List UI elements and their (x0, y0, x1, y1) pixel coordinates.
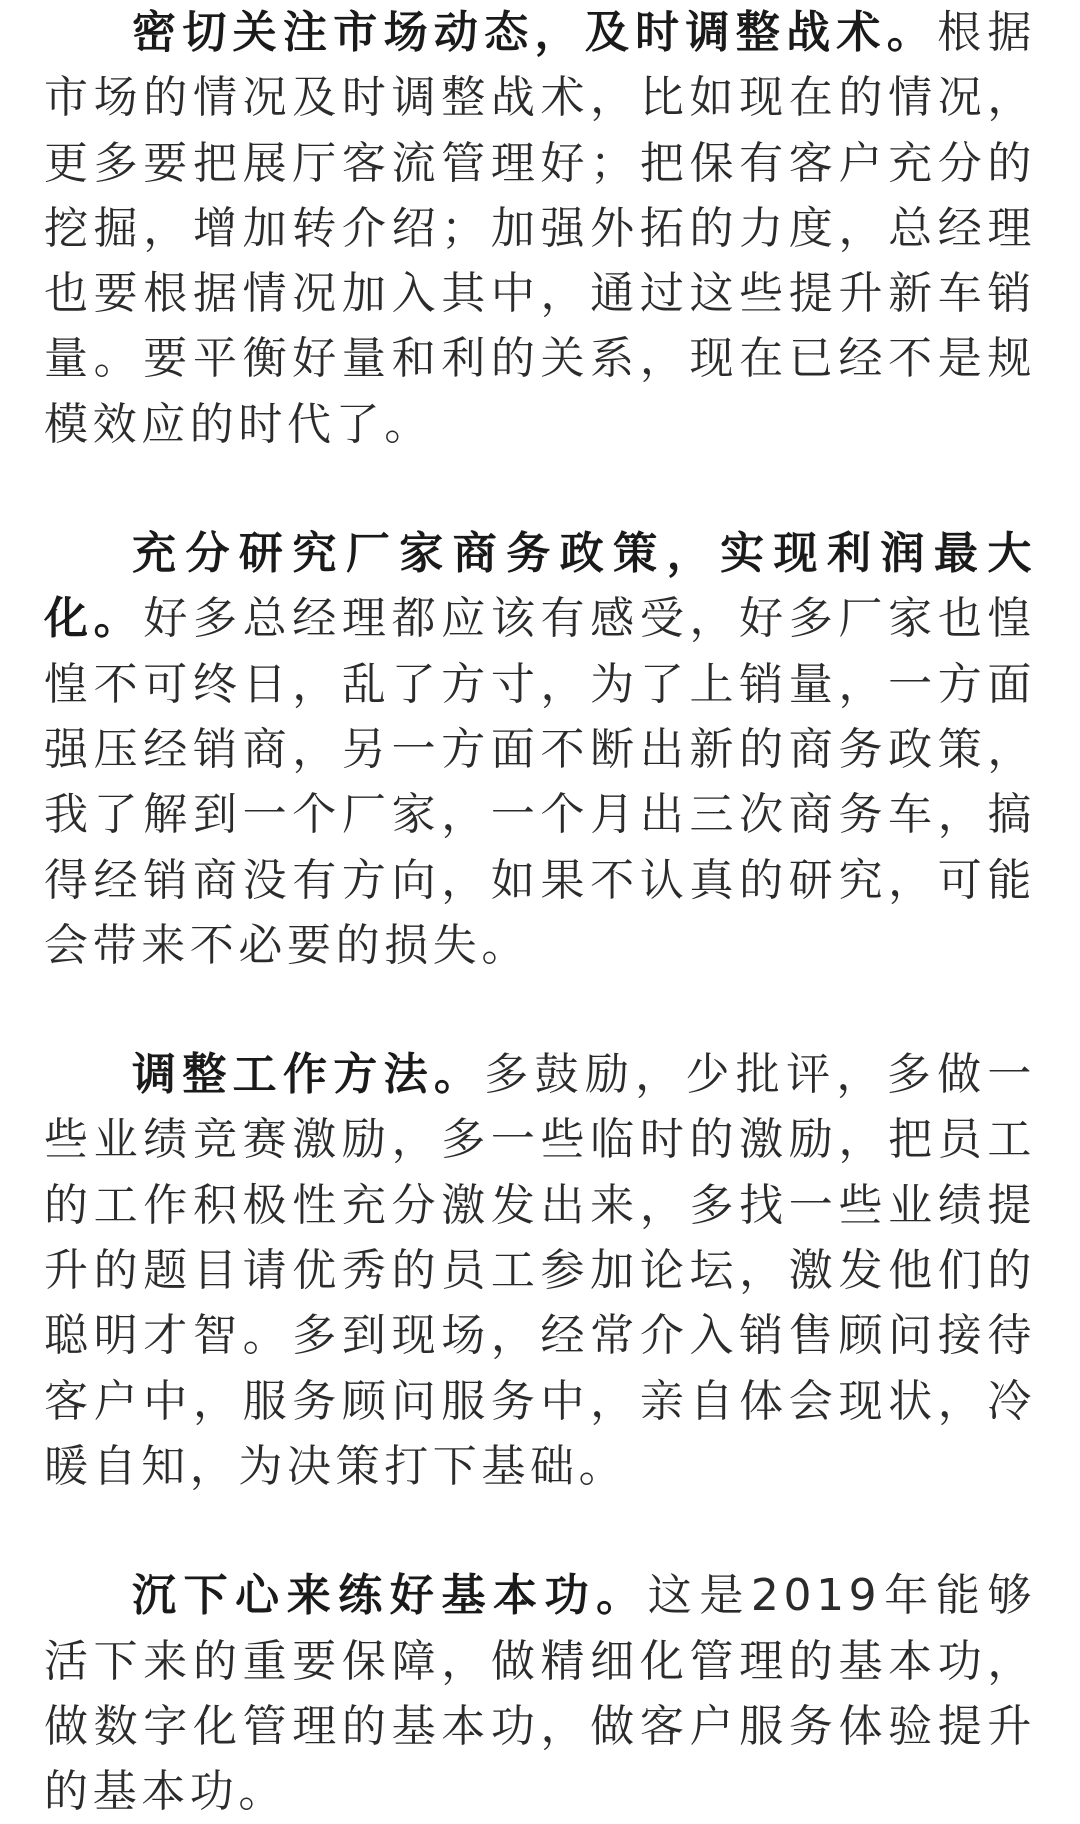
paragraph-work-methods (44, 1042, 1036, 1499)
paragraph-lead: 充分研究厂家商务政策，实现利润最大化。 (44, 528, 1036, 645)
paragraph-text: 多鼓励，少批评，多做一些业绩竞赛激励，多一些临时的激励，把员工的工作积极性充分激发出来，多找一些业绩提升的题目请优秀的员工参加论坛，激发他们的聪明才智。多到现场，经常介入销售顾问接待客户中，服务顾问服务中，亲自体会现状，冷暖自知，为决策打下基础。 (44, 1049, 1036, 1492)
paragraph-text: 好多总经理都应该有感受，好多厂家也惶惶不可终日，乱了方寸，为了上销量，一方面强压经销商，另一方面不断出新的商务政策，我了解到一个厂家，一个月出三次商务车，搞得经销商没有方向，如果不认真的研究，可能会带来不必要的损失。 (44, 593, 1036, 971)
article-body (44, 0, 1036, 1824)
paragraph-lead: 沉下心来练好基本功。 (132, 1570, 648, 1622)
paragraph-manufacturer-policy (44, 521, 1036, 978)
paragraph-text: 根据市场的情况及时调整战术，比如现在的情况，更多要把展厅客流管理好；把保有客户充分的挖掘，增加转介绍；加强外拓的力度，总经理也要根据情况加入其中，通过这些提升新车销量。要平衡好量和利的关系，现在已经不是规模效应的时代了。 (44, 7, 1036, 450)
paragraph-text: 这是2019年能够活下来的重要保障，做精细化管理的基本功，做数字化管理的基本功，做客户服务体验提升的基本功。 (44, 1570, 1036, 1818)
paragraph-market-dynamics (44, 0, 1036, 457)
paragraph-lead: 调整工作方法。 (132, 1049, 485, 1101)
paragraph-lead: 密切关注市场动态，及时调整战术。 (132, 7, 938, 58)
paragraph-fundamentals (44, 1563, 1036, 1824)
